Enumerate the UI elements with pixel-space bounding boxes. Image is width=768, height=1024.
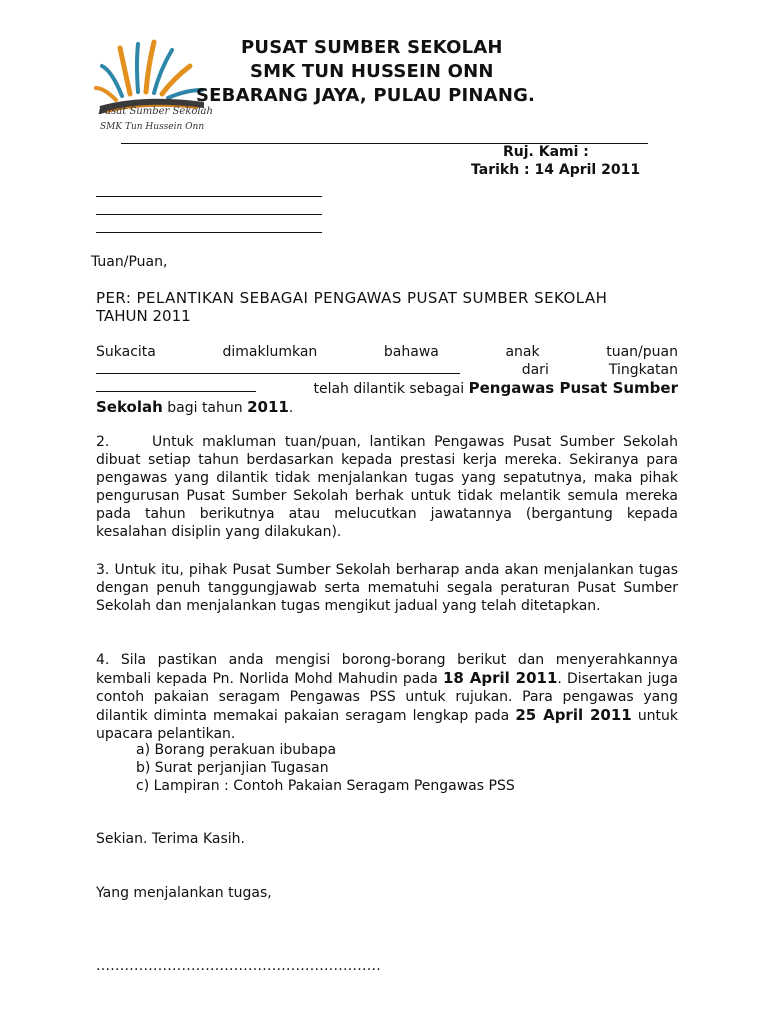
signature-dots[interactable]: ............................................................ xyxy=(96,958,382,974)
para4-text-b: . Disertakan juga contoh pakaian seragam Pengawas PSS untuk rujukan. Para pengawas yang dilantik diminta memakai pakaian seragam lengkap pada xyxy=(96,671,678,724)
paragraph-4 xyxy=(96,651,678,743)
attachment-list xyxy=(136,741,515,795)
para4-text-a: 4. Sila pastikan anda mengisi borong-borang berikut dan menyerahkannya kembali kepada Pn. Norlida Mohd Mahudin pada xyxy=(96,652,678,687)
class-blank[interactable] xyxy=(96,379,256,392)
para1-line-2 xyxy=(96,361,678,379)
para1-bold-sekolah: Sekolah xyxy=(96,398,163,416)
closing: Sekian. Terima Kasih. xyxy=(96,831,245,847)
para1-line-1 xyxy=(96,343,678,361)
para1-word: dimaklumkan xyxy=(222,344,318,360)
recipient-line-2[interactable] xyxy=(96,214,322,215)
para1-word: bahawa xyxy=(383,344,439,360)
para1-end: . xyxy=(288,400,294,416)
paragraph-3: 3. Untuk itu, pihak Pusat Sumber Sekolah berharap anda akan menjalankan tugas dengan penuh tanggungjawab serta mematuhi segala peraturan Pusat Sumber Sekolah dan menjalankan tugas mengikut jadual yang telah ditetapkan. xyxy=(96,562,678,614)
header-title: PUSAT SUMBER SEKOLAH xyxy=(241,37,503,58)
para4-text-c: untuk upacara pelantikan. xyxy=(96,708,679,742)
student-name-blank[interactable] xyxy=(96,361,460,374)
recipient-line-3[interactable] xyxy=(96,232,322,233)
para1-word: anak xyxy=(505,344,540,360)
header-address: SEBARANG JAYA, PULAU PINANG. xyxy=(196,85,536,106)
list-item: b) Surat perjanjian Tugasan xyxy=(136,760,329,776)
para4-date-submit: 18 April 2011 xyxy=(442,669,558,687)
para1-word: dari xyxy=(521,362,549,378)
para1-bold-role: Pengawas Pusat Sumber xyxy=(468,379,678,397)
logo-text-name: Pusat Sumber Sekolah xyxy=(98,106,213,117)
list-item: a) Borang perakuan ibubapa xyxy=(136,742,337,758)
para4-date-ceremony: 25 April 2011 xyxy=(515,706,632,724)
para1-mid-text: telah dilantik sebagai xyxy=(313,381,465,397)
list-item: c) Lampiran : Contoh Pakaian Seragam Pengawas PSS xyxy=(136,778,515,794)
subject-line-2: TAHUN 2011 xyxy=(96,307,191,325)
header-school: SMK TUN HUSSEIN ONN xyxy=(250,61,494,82)
subject xyxy=(96,289,678,325)
salutation: Tuan/Puan, xyxy=(91,254,168,270)
paragraph-1 xyxy=(96,343,678,417)
subject-text-1: PER: PELANTIKAN SEBAGAI PENGAWAS PUSAT SUMBER SEKOLAH xyxy=(96,289,608,307)
para1-line-4 xyxy=(96,398,678,417)
recipient-line-1[interactable] xyxy=(96,196,322,197)
logo-text-school: SMK Tun Hussein Onn xyxy=(100,122,205,132)
signature-label: Yang menjalankan tugas, xyxy=(96,885,272,901)
ref-number: Ruj. Kami : xyxy=(503,144,589,160)
para1-line-3 xyxy=(96,379,678,398)
para1-tail: bagi tahun xyxy=(167,400,243,416)
letter-date: Tarikh : 14 April 2011 xyxy=(471,162,641,178)
subject-line-1 xyxy=(96,289,678,307)
para1-word: tuan/puan xyxy=(606,344,678,360)
para1-word: Tingkatan xyxy=(608,362,678,378)
para1-word: Sukacita xyxy=(96,344,156,360)
para1-year: 2011 xyxy=(247,398,289,416)
paragraph-2: 2. Untuk makluman tuan/puan, lantikan Pengawas Pusat Sumber Sekolah dibuat setiap tahun berdasarkan kepada prestasi kerja mereka. Sekiranya para pengawas yang dilantik tidak menjalankan tugas yang sepatutnya, maka pihak pengurusan Pusat Sumber Sekolah berhak untuk tidak melantik semula mereka pada tahun berikutnya atau melucutkan jawatannya (bergantung kepada kesalahan disiplin yang dilakukan). xyxy=(96,434,678,540)
